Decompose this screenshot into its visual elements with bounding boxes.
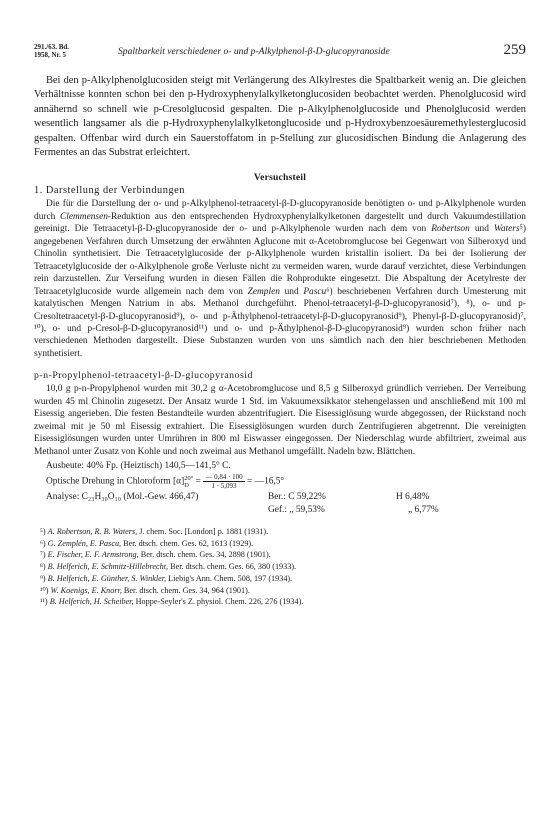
synthesis-paragraph bbox=[34, 198, 526, 360]
rotation-result: = —16,5° bbox=[247, 476, 285, 487]
intro-paragraph: Bei den p-Alkylphenolglucosiden steigt mit Verlängerung des Alkylrestes die Spaltbarkeit wenig an. Die gleichen Verhältnisse konnten schon bei den p-Hydroxyphenylalkylketonglucosiden beobachtet werden. Phenolglucosid wird annähernd so schnell wie p-Cresolglucosid gespalten. Die p-Alkylphenolglucoside und Phenolglucosid werden wesentlich langsamer als die p-Hydroxyphenylalkylketonglucoside und p-Hydroxybenzoesäuremethylesterglucosid gespalten. Offenbar wird durch ein Sauerstoffatom in p-Stellung zur glucosidischen Bindung die Anlagerung des Fermentes an das Substrat erleichtert. bbox=[34, 75, 526, 159]
footnote-reference: Ber. dtsch. chem. Ges. 34, 2898 (1901). bbox=[138, 550, 271, 560]
footnote-number: ⁹) bbox=[40, 573, 46, 583]
footnote-number: ⁸) bbox=[40, 562, 46, 572]
text-run: und bbox=[469, 224, 494, 235]
text-run: und bbox=[279, 286, 304, 297]
footnote-authors: W. Koenigs, E. Knorr, bbox=[50, 585, 122, 595]
analysis-found: Gef.: „ 59,53% bbox=[268, 504, 325, 515]
author-name: Waters bbox=[493, 224, 520, 235]
text-run: ⁵) angegebenen Verfahren durch Umsetzung der erwähnten Aglucone mit α-Acetobromglucose bei Gegenwart von Silberoxyd und Chinolin synthetisiert. Die Tetraacetylglucoside der p-Alkylphenole wurden kristallin isoliert. Da bei der Isolierung der Tetraacetylglucoside der o-Alkylphenole große Verluste nicht zu vermeiden waren, wurde darauf verzichtet, diese Verbindungen rein darzustellen. Zur Verseifung wurden in diesen Fällen die Rohprodukte eingesetzt. Die Abspaltung der Acetylreste der Tetraacetylglucoside wurde allgemein nach dem von bbox=[34, 224, 526, 297]
footnote-reference: Ber. dtsch. chem. Ges. 66, 380 (1933). bbox=[168, 562, 297, 572]
analysis-calculated-h: H 6,48% bbox=[396, 492, 430, 503]
fraction-numerator: — 0,84 · 100 bbox=[205, 473, 243, 482]
volume-line-2: 1958, Nr. 5 bbox=[34, 50, 67, 59]
analysis-label: Analyse: C₂₃H₃₀O₁₀ (Mol.-Gew. 466,47) bbox=[46, 492, 199, 503]
procedure-paragraph: 10,0 g p-n-Propylphenol wurden mit 30,2 g α-Acetobromglucose und 8,5 g Silberoxyd gründlich verrieben. Der Verreibung wurden 45 ml Chinolin zugesetzt. Der Ansatz wurde 1 Std. im Vakuumexsikkator stehengelassen und anschließend mit 100 ml Eisessig angerieben. Die festen Bestandteile wurden abzentrifugiert. Die Eisessiglösung wurde abgegossen, der Rückstand noch zweimal mit je 50 ml Eisessig extrahiert. Die Eisessiglösungen wurden durch Zentrifugieren abgetrennt. Die vereinigten Eisessiglösungen wurden unter Umrühren in 800 ml Eiswasser eingegossen. Der Niederschlag wurde abfiltriert, zweimal aus Methanol unter Zusatz von Kohle und noch zweimal aus Methanol umgefällt. Nadeln bzw. Blättchen. bbox=[34, 384, 526, 457]
author-name: Clemmensen bbox=[60, 211, 108, 222]
footnote bbox=[40, 526, 526, 538]
footnote bbox=[40, 573, 526, 585]
footnote bbox=[40, 585, 526, 597]
footnote-reference: Ber. dtsch. chem. Ges. 34, 964 (1901). bbox=[121, 585, 250, 595]
footnote bbox=[40, 549, 526, 561]
page-number: 259 bbox=[503, 42, 526, 58]
footnote-number: ¹¹) bbox=[40, 597, 48, 607]
analysis-row-found bbox=[46, 504, 526, 517]
footnote bbox=[40, 538, 526, 550]
footnote bbox=[40, 561, 526, 573]
author-name: Robertson bbox=[431, 224, 470, 235]
footnote-authors: B. Helferich, H. Scheiber, bbox=[49, 597, 134, 607]
optical-rotation-line bbox=[46, 473, 526, 491]
rotation-label: Optische Drehung in Chloroform [α] bbox=[46, 476, 185, 487]
analysis-row-calc bbox=[46, 491, 526, 504]
fraction-denominator: 1 · 5,093 bbox=[211, 482, 237, 491]
footnote-reference: Liebig's Ann. Chem. 508, 197 (1934). bbox=[166, 573, 293, 583]
rotation-equals: = bbox=[195, 476, 201, 487]
footnote-number: ⁷) bbox=[40, 550, 46, 560]
footnote-reference: Ber. dtsch. chem. Ges. 62, 1613 (1929). bbox=[121, 538, 254, 548]
journal-page bbox=[34, 40, 526, 608]
running-header bbox=[34, 40, 526, 62]
analysis-calculated: Ber.: C 59,22% bbox=[268, 492, 326, 503]
footnote-authors: E. Fischer, E. F. Armstrong, bbox=[47, 550, 139, 560]
subsection-heading-1: 1. Darstellung der Verbindungen bbox=[34, 185, 185, 197]
volume-line-1: 291./63. Bd. bbox=[34, 43, 70, 51]
text-run: -Reduktion aus den entsprechenden Hydroxyphenylalkylketonen dargestellt und durch Vakuumdestillation gereinigt. Die Tetraacetyl-β-D-glucopyranoside der o- und p-Alkylphenole wurden nach dem von bbox=[34, 211, 526, 235]
footnote-number: ¹⁰) bbox=[40, 585, 49, 595]
author-name: Pascu bbox=[303, 286, 327, 297]
analysis-found-h: „ 6,77% bbox=[408, 504, 439, 515]
footnote-reference: J. chem. Soc. [London] p. 1881 (1931). bbox=[137, 527, 269, 537]
yield-line: Ausbeute: 40% Fp. (Heiztisch) 140,5—141,5° C. bbox=[46, 461, 231, 472]
footnote-authors: G. Zemplén, E. Pascu, bbox=[47, 538, 122, 548]
footnote-number: ⁵) bbox=[40, 527, 46, 537]
subsection-heading-2: p-n-Propylphenol-tetraacetyl-β-D-glucopyranosid bbox=[34, 370, 253, 382]
volume-info bbox=[34, 44, 69, 59]
running-title: Spaltbarkeit verschiedener o- und p-Alkylphenol-β-D-glucopyranoside bbox=[118, 46, 390, 57]
footnote bbox=[40, 596, 526, 608]
text-run: Die für die Darstellung der o- und p-Alkylphenol-tetraacetyl-β-D-glucopyranoside benötigten o- und p-Alkylphenole wurden durch bbox=[34, 199, 526, 222]
rotation-indices bbox=[184, 475, 193, 489]
section-heading: Versuchsteil bbox=[253, 172, 307, 184]
analytical-data bbox=[46, 460, 526, 516]
author-name: Zemplen bbox=[247, 286, 280, 297]
footnote-authors: B. Helferich, E. Günther, S. Winkler, bbox=[47, 573, 167, 583]
text-run: ⁶) beschriebenen Verfahren durch Umesterung mit katalytischen Mengen Natrium in abs. Methanol durchgeführt. Phenol-tetraacetyl-β-D-glucopyranosid⁷), ⁸), o- und p-Cresoltetraacetyl-β-D-glucopyranosid⁹), o- und p-Äthylphenol-tetraacetyl-β-D-glucopyranosid⁹), Phenyl-β-D-glucopyranosid)⁷, ¹⁰), o- und p-Cresol-β-D-glucopyranosid¹¹) und o- und p-Äthylphenol-β-D-glucopyranosid⁹) wurden schon früher nach verschiedenen Methoden dargestellt. Diese Substanzen wurden von uns sämtlich nach den hier beschriebenen Methoden synthetisiert. bbox=[34, 286, 526, 359]
footnote-reference: Hoppe-Seyler's Z. physiol. Chem. 226, 276 (1934). bbox=[133, 597, 304, 607]
footnote-number: ⁶) bbox=[40, 538, 46, 548]
rotation-fraction bbox=[203, 473, 244, 490]
footnotes bbox=[40, 526, 526, 608]
footnote-authors: B. Helferich, E. Schmitz-Hillebrecht, bbox=[47, 562, 169, 572]
footnote-authors: A. Robertson, R. B. Waters, bbox=[47, 527, 138, 537]
rotation-line-d: D bbox=[184, 481, 189, 489]
rotation-temperature: 20° bbox=[184, 474, 194, 482]
